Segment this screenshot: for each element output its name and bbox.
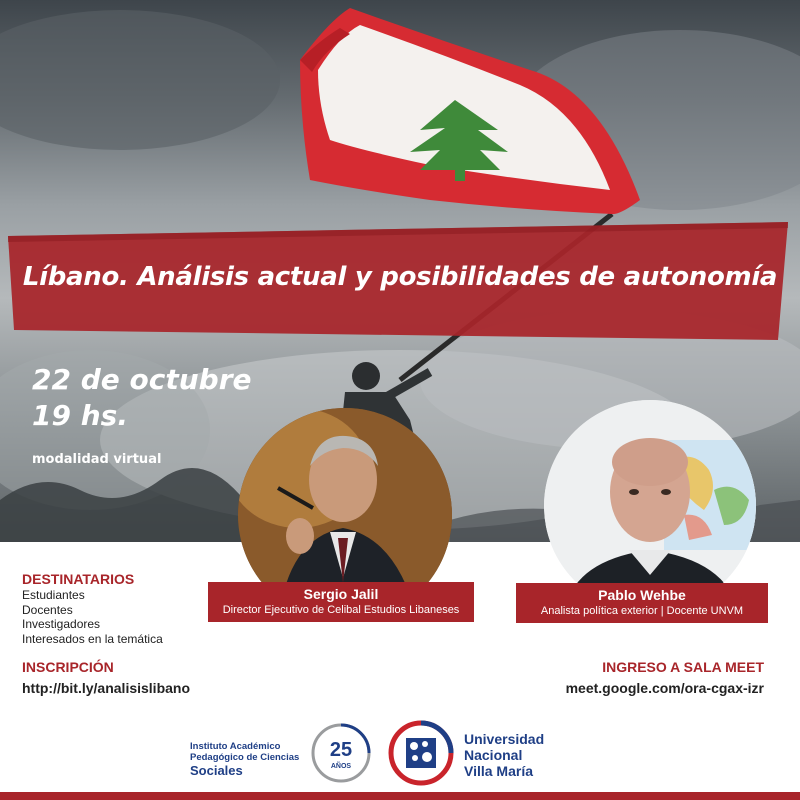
event-title: Líbano. Análisis actual y posibilidades de autonomía	[22, 262, 778, 292]
meet-heading: INGRESO A SALA MEET	[602, 659, 764, 675]
speaker-name: Pablo Wehbe	[598, 587, 686, 603]
audience-list	[22, 588, 163, 646]
event-datetime	[32, 362, 252, 434]
institute-line3: Sociales	[190, 763, 243, 778]
speaker-photo-pablo	[544, 400, 756, 612]
university-line3: Villa María	[464, 763, 534, 779]
list-item: Docentes	[22, 602, 73, 617]
anniversary-badge-icon	[310, 722, 372, 784]
speaker-name: Sergio Jalil	[303, 586, 379, 602]
registration-heading: INSCRIPCIÓN	[22, 659, 114, 675]
university-name	[464, 731, 544, 779]
speaker-card-pablo	[516, 583, 768, 623]
speaker-role: Analista política exterior | Docente UNVM	[540, 605, 744, 617]
audience-heading: DESTINATARIOS	[22, 571, 135, 587]
event-time: 19 hs.	[32, 399, 128, 432]
list-item: Estudiantes	[22, 588, 85, 602]
registration-link[interactable]: http://bit.ly/analisislibano	[22, 680, 191, 696]
meet-link[interactable]: meet.google.com/ora-cgax-izr	[565, 680, 764, 696]
university-line2: Nacional	[464, 747, 523, 763]
institute-line1: Instituto Académico	[190, 741, 281, 752]
university-line1: Universidad	[464, 731, 545, 747]
list-item: Investigadores	[22, 617, 101, 631]
list-item: Interesados en la temática	[22, 631, 163, 646]
speaker-role: Director Ejecutivo de Celibal Estudios Libaneses	[222, 604, 460, 616]
speaker-card-sergio	[208, 582, 474, 622]
lebanese-flag	[300, 8, 640, 214]
footer-bar	[0, 792, 800, 800]
university-logo-icon	[388, 720, 454, 786]
badge-text: AÑOS	[330, 763, 352, 770]
badge-number: 25	[329, 739, 353, 761]
event-mode: modalidad virtual	[32, 452, 162, 467]
institute-line2: Pedagógico de Ciencias	[190, 752, 300, 763]
institute-logo-text	[190, 741, 299, 778]
event-date: 22 de octubre	[32, 363, 252, 396]
